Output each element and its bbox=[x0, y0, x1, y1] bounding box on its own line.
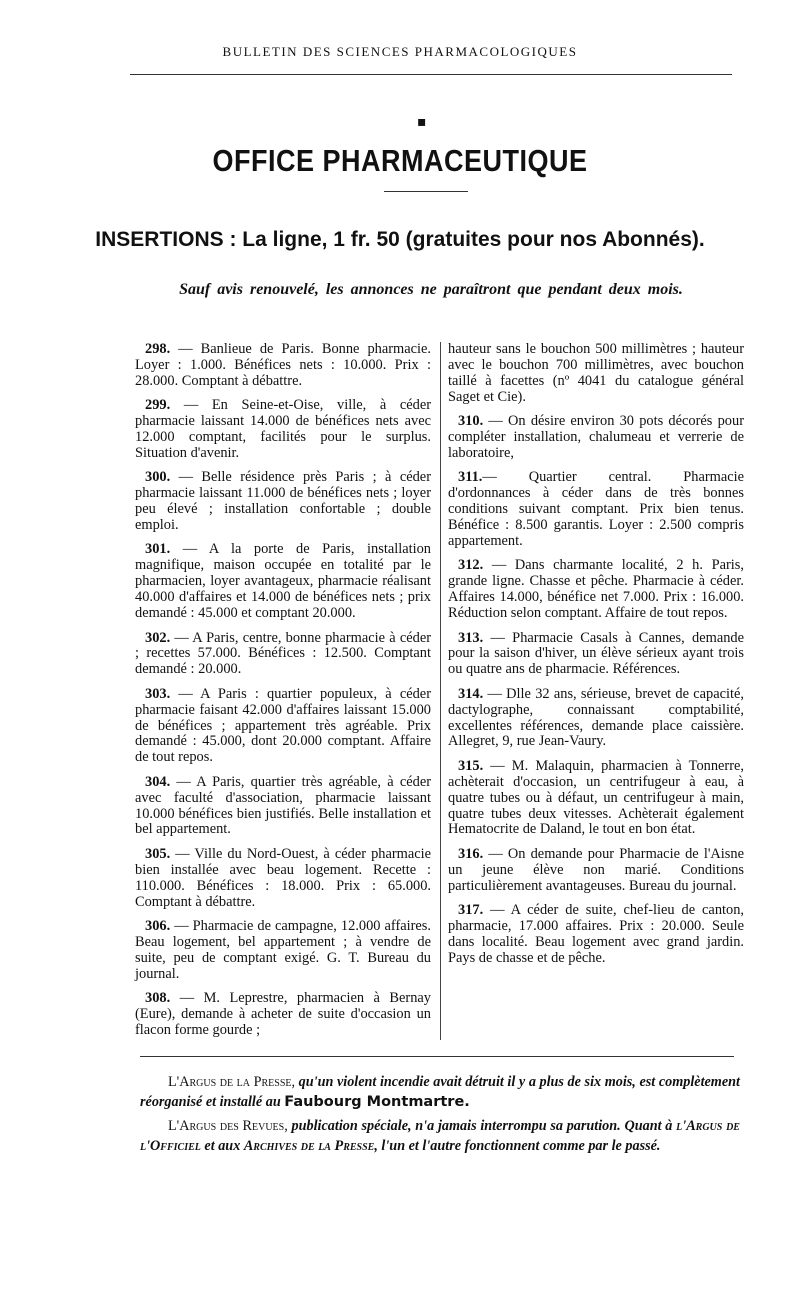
ad-number: 306. bbox=[145, 918, 171, 934]
ad-314 bbox=[448, 687, 744, 751]
ad-text: — Ville du Nord-Ouest, à céder pharmacie bien installée avec beau logement. Recette : 110.000. Bénéfices : 18.000. Prix : 65.000. Comptant à débattre. bbox=[135, 845, 431, 910]
ad-299 bbox=[135, 398, 431, 462]
ad-text: — M. Malaquin, pharmacien à Tonnerre, achèterait d'occasion, un centrifugeur à eau, à quatre tubes ou à défaut, un centrifugeur à main, quatre tubes deux vitesses. Achèterait également Hematocrite de Daland, le tout en bon état. bbox=[448, 757, 744, 838]
connector-text: et aux bbox=[200, 1138, 244, 1154]
argus-presse-name: L'Argus de la Presse, bbox=[168, 1074, 296, 1090]
ad-number: 313. bbox=[458, 629, 484, 646]
running-head: BULLETIN DES SCIENCES PHARMACOLOGIQUES bbox=[222, 44, 578, 59]
ad-308 bbox=[135, 991, 431, 1039]
ad-300 bbox=[135, 470, 431, 534]
footer-rule bbox=[140, 1056, 734, 1057]
ad-number: 317. bbox=[458, 902, 484, 919]
ad-number: 301. bbox=[145, 541, 171, 558]
ad-number: 311. bbox=[458, 469, 483, 486]
ad-text: — Pharmacie Casals à Cannes, demande pour la saison d'hiver, un élève sérieux ayant trois ou quatre ans de pharmacie. Références. bbox=[448, 629, 744, 678]
title-rule bbox=[384, 191, 468, 192]
argus-presse-notice bbox=[140, 1072, 740, 1112]
header-rule bbox=[130, 74, 732, 75]
ad-number: 312. bbox=[458, 557, 484, 574]
ad-303 bbox=[135, 687, 431, 767]
ad-number: 305. bbox=[145, 845, 171, 862]
ad-301 bbox=[135, 542, 431, 622]
notice-text: Sauf avis renouvelé, les annonces ne paraîtront que pendant deux mois. bbox=[179, 281, 683, 298]
right-column bbox=[448, 342, 744, 975]
ad-text: — Banlieue de Paris. Bonne pharmacie. Loyer : 1.000. Bénéfices nets : 10.000. Prix : 28.000. Comptant à débattre. bbox=[135, 341, 431, 389]
ad-306 bbox=[135, 919, 431, 983]
ad-number: 316. bbox=[458, 845, 484, 862]
ad-text: — A céder de suite, chef-lieu de canton, pharmacie, 17.000 affaires. Prix : 20.000. Seule dans localité. Beau logement avec grand jardin. Pays de chasse et de pêche. bbox=[448, 902, 744, 966]
ad-text: — On demande pour Pharmacie de l'Aisne un jeune élève non marié. Conditions particulièrement avantageuses. Bureau du journal. bbox=[448, 845, 744, 894]
ad-number: 315. bbox=[458, 757, 484, 774]
closing-text: l'un et l'autre fonctionnent comme par le passé. bbox=[377, 1138, 661, 1154]
ad-number: 310. bbox=[458, 413, 484, 430]
argus-revues-notice bbox=[140, 1116, 740, 1156]
ad-308-continuation: hauteur sans le bouchon 500 millimètres ; hauteur avec le bouchon 700 millimètres, avec bouchon taillé à facettes (nº 4041 du catalogue général Saget et Cie). bbox=[448, 341, 744, 405]
ornament-dot: ▪ bbox=[417, 114, 427, 130]
ad-text: — En Seine-et-Oise, ville, à céder pharmacie laissant 14.000 de bénéfices nets avec 12.000 comptant, facilités pour le surplus. Situation d'avenir. bbox=[135, 397, 431, 461]
ad-305 bbox=[135, 847, 431, 911]
argus-revues-name: L'Argus des Revues, bbox=[168, 1118, 288, 1134]
ad-text: — Dans charmante localité, 2 h. Paris, grande ligne. Chasse et pêche. Pharmacie à céder. Affaires 14.000, bénéfice net 7.000. Prix : 16.000. Réduction selon comptant. Affaire de tout repos. bbox=[448, 557, 744, 622]
ad-310 bbox=[448, 414, 744, 462]
ad-text: — A Paris, quartier très agréable, à céder avec faculté d'association, pharmacie laissant 10.000 bénéfices bien justifiés. Belle installation et bel appartement. bbox=[135, 773, 431, 838]
ad-text: — Pharmacie de campagne, 12.000 affaires. Beau logement, bel appartement ; à vendre de suite, peu de comptant exigé. G. T. Bureau du journal. bbox=[135, 918, 431, 982]
ad-313 bbox=[448, 631, 744, 679]
column-divider bbox=[440, 342, 441, 1040]
ad-316 bbox=[448, 847, 744, 895]
ad-304 bbox=[135, 775, 431, 839]
ad-number: 302. bbox=[145, 629, 171, 646]
argus-presse-text: qu'un violent incendie avait détruit il y a plus de six mois, est complètement réorganisé et installé au bbox=[140, 1074, 740, 1110]
ad-text: — Belle résidence près Paris ; à céder pharmacie laissant 11.000 de bénéfices nets ; loyer peu élevé ; installation confortable ; double emploi. bbox=[135, 469, 431, 534]
page-title: OFFICE PHARMACEUTIQUE bbox=[212, 144, 588, 178]
ad-number: 298. bbox=[145, 341, 171, 357]
ad-number: 299. bbox=[145, 397, 171, 414]
argus-officiel-name: l'Argus de l'Officiel bbox=[140, 1118, 740, 1154]
ad-text: — On désire environ 30 pots décorés pour compléter installation, chalumeau et verrerie de laboratoire, bbox=[448, 413, 744, 461]
ad-text: — A Paris, centre, bonne pharmacie à céder ; recettes 57.000. Bénéfices : 12.500. Comptant demandé : 20.000. bbox=[135, 629, 431, 678]
argus-revues-text: publication spéciale, n'a jamais interrompu sa parution. Quant à bbox=[287, 1118, 677, 1134]
ad-298 bbox=[135, 342, 431, 390]
ad-number: 304. bbox=[145, 773, 171, 790]
ad-311 bbox=[448, 470, 744, 550]
archives-presse-name: Archives de la Presse, bbox=[243, 1138, 378, 1154]
insertions-rate: INSERTIONS : La ligne, 1 fr. 50 (gratuites pour nos Abonnés). bbox=[95, 228, 705, 251]
ad-317 bbox=[448, 903, 744, 967]
left-column bbox=[135, 342, 431, 1047]
ad-312 bbox=[448, 558, 744, 622]
ad-text: — Quartier central. Pharmacie d'ordonnances à céder dans de très bonnes conditions suivant comptant. Prix bien tenus. Bénéfice : 8.500 garantis. Loyer : 2.500 compris appartement. bbox=[448, 469, 744, 549]
ad-text: — A la porte de Paris, installation magnifique, maison occupée en totalité par le pharmacien, loyer avantageux, pharmacie réalisant 40.000 d'affaires et 14.000 de bénéfices nets ; prix demandé : 45.000 et comptant 20.000. bbox=[135, 541, 431, 622]
ad-302 bbox=[135, 631, 431, 679]
ad-number: 300. bbox=[145, 469, 171, 486]
ad-text: — A Paris : quartier populeux, à céder pharmacie faisant 42.000 d'affaires laissant 15.000 de bénéfices ; appartement très agréable. Prix demandé : 45.000, dont 20.000 comptant. Affaire de tout repos. bbox=[135, 685, 431, 766]
ad-number: 308. bbox=[145, 990, 171, 1007]
ad-315 bbox=[448, 759, 744, 839]
ad-number: 314. bbox=[458, 685, 484, 702]
address-text: Faubourg Montmartre. bbox=[284, 1094, 470, 1110]
footer-notices bbox=[140, 1072, 740, 1160]
ad-number: 303. bbox=[145, 685, 171, 702]
ad-text: — M. Leprestre, pharmacien à Bernay (Eure), demande à acheter de suite d'occasion un flacon forme gourde ; bbox=[135, 990, 431, 1038]
ad-text: — Dlle 32 ans, sérieuse, brevet de capacité, dactylographe, connaissant comptabilité, excellentes références, demande place caissière. Allegret, 9, rue Jean-Vaury. bbox=[448, 685, 744, 750]
